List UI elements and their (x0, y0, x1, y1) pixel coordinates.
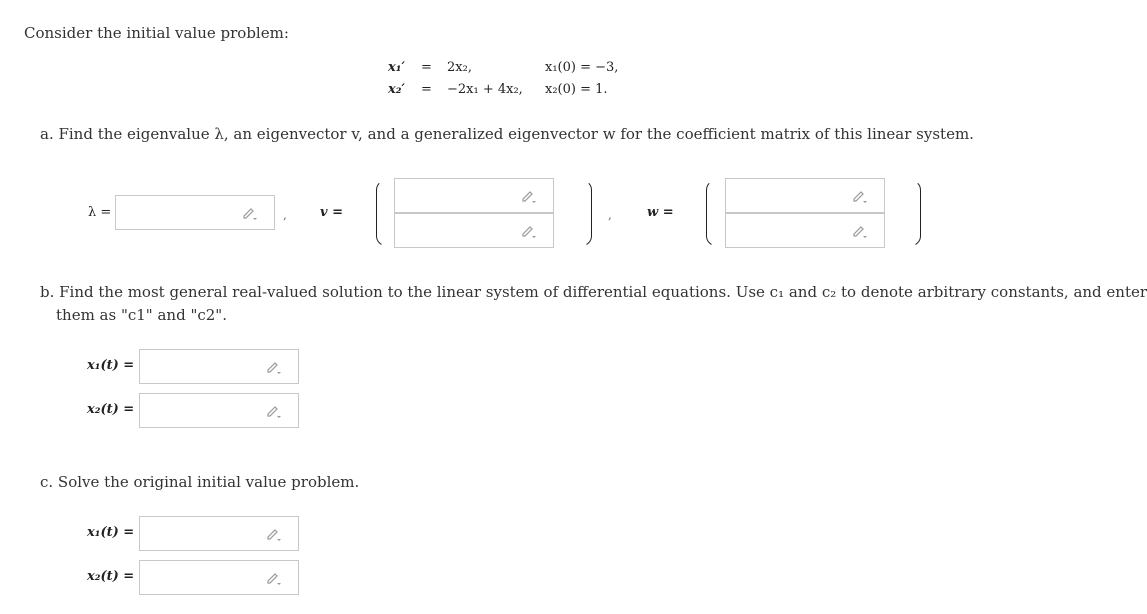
part-c-x2-input[interactable] (139, 560, 299, 595)
lambda-label: λ = (88, 205, 112, 220)
eq2-equals: = (421, 82, 432, 97)
eq1-equals: = (421, 60, 432, 75)
w-component-2-input[interactable] (725, 213, 885, 248)
v-right-paren (582, 180, 592, 246)
part-a-question: a. Find the eigenvalue λ, an eigenvector v, and a generalized eigenvector w for the coefficient matrix of this linear system. (40, 125, 974, 143)
w-component-1-input[interactable] (725, 178, 885, 213)
pencil-icon[interactable] (852, 224, 868, 238)
eq2-initial-condition: x₂(0) = 1. (545, 82, 608, 97)
w-right-paren (911, 180, 921, 246)
eq1-rhs: 2x₂, (447, 60, 472, 75)
part-b-x2-label: x₂(t) = (87, 402, 135, 417)
part-c-question: c. Solve the original initial value problem. (40, 473, 360, 491)
part-b-x2-input[interactable] (139, 393, 299, 428)
lambda-input[interactable] (115, 195, 275, 230)
pencil-icon[interactable] (521, 189, 537, 203)
pencil-icon[interactable] (242, 206, 258, 220)
w-left-paren (706, 180, 716, 246)
separator-comma: , (608, 208, 612, 222)
part-b-x1-label: x₁(t) = (87, 358, 135, 373)
v-component-1-input[interactable] (394, 178, 554, 213)
w-label: w = (647, 205, 674, 220)
pencil-icon[interactable] (266, 404, 282, 418)
eq2-rhs: −2x₁ + 4x₂, (447, 82, 523, 97)
eq1-lhs: x₁′ (388, 60, 405, 75)
intro-text: Consider the initial value problem: (24, 24, 289, 42)
part-b-question-line1: b. Find the most general real-valued solution to the linear system of differential equations. Use c₁ and c₂ to denote arbitrary constants, and enter (40, 283, 1147, 301)
part-b-question-line2: them as "c1" and "c2". (56, 306, 227, 324)
part-b-x1-input[interactable] (139, 349, 299, 384)
pencil-icon[interactable] (852, 189, 868, 203)
pencil-icon[interactable] (266, 527, 282, 541)
eq1-initial-condition: x₁(0) = −3, (545, 60, 619, 75)
pencil-icon[interactable] (266, 571, 282, 585)
v-component-2-input[interactable] (394, 213, 554, 248)
part-c-x1-label: x₁(t) = (87, 525, 135, 540)
part-c-x2-label: x₂(t) = (87, 569, 135, 584)
part-c-x1-input[interactable] (139, 516, 299, 551)
eq2-lhs: x₂′ (388, 82, 405, 97)
pencil-icon[interactable] (266, 360, 282, 374)
v-label: v = (320, 205, 343, 220)
v-left-paren (376, 180, 386, 246)
pencil-icon[interactable] (521, 224, 537, 238)
separator-comma: , (283, 208, 287, 222)
